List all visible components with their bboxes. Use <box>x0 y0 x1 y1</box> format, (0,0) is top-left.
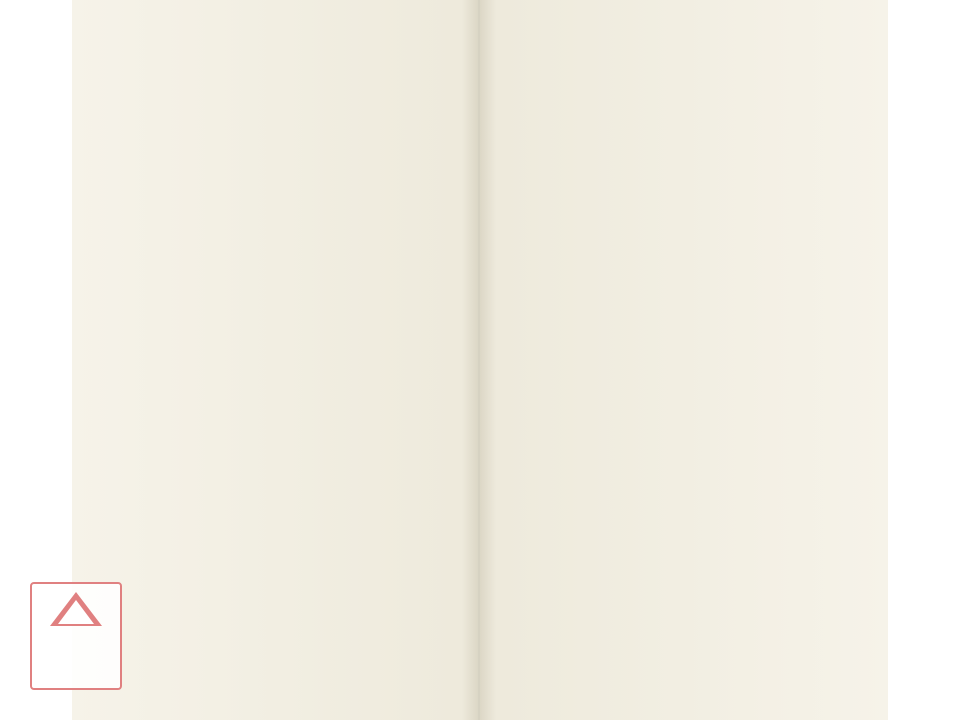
book-spread <box>72 0 888 720</box>
left-page <box>72 0 480 720</box>
right-page <box>480 0 888 720</box>
watermark-triangle-icon <box>50 592 102 626</box>
publisher-watermark <box>30 582 122 690</box>
